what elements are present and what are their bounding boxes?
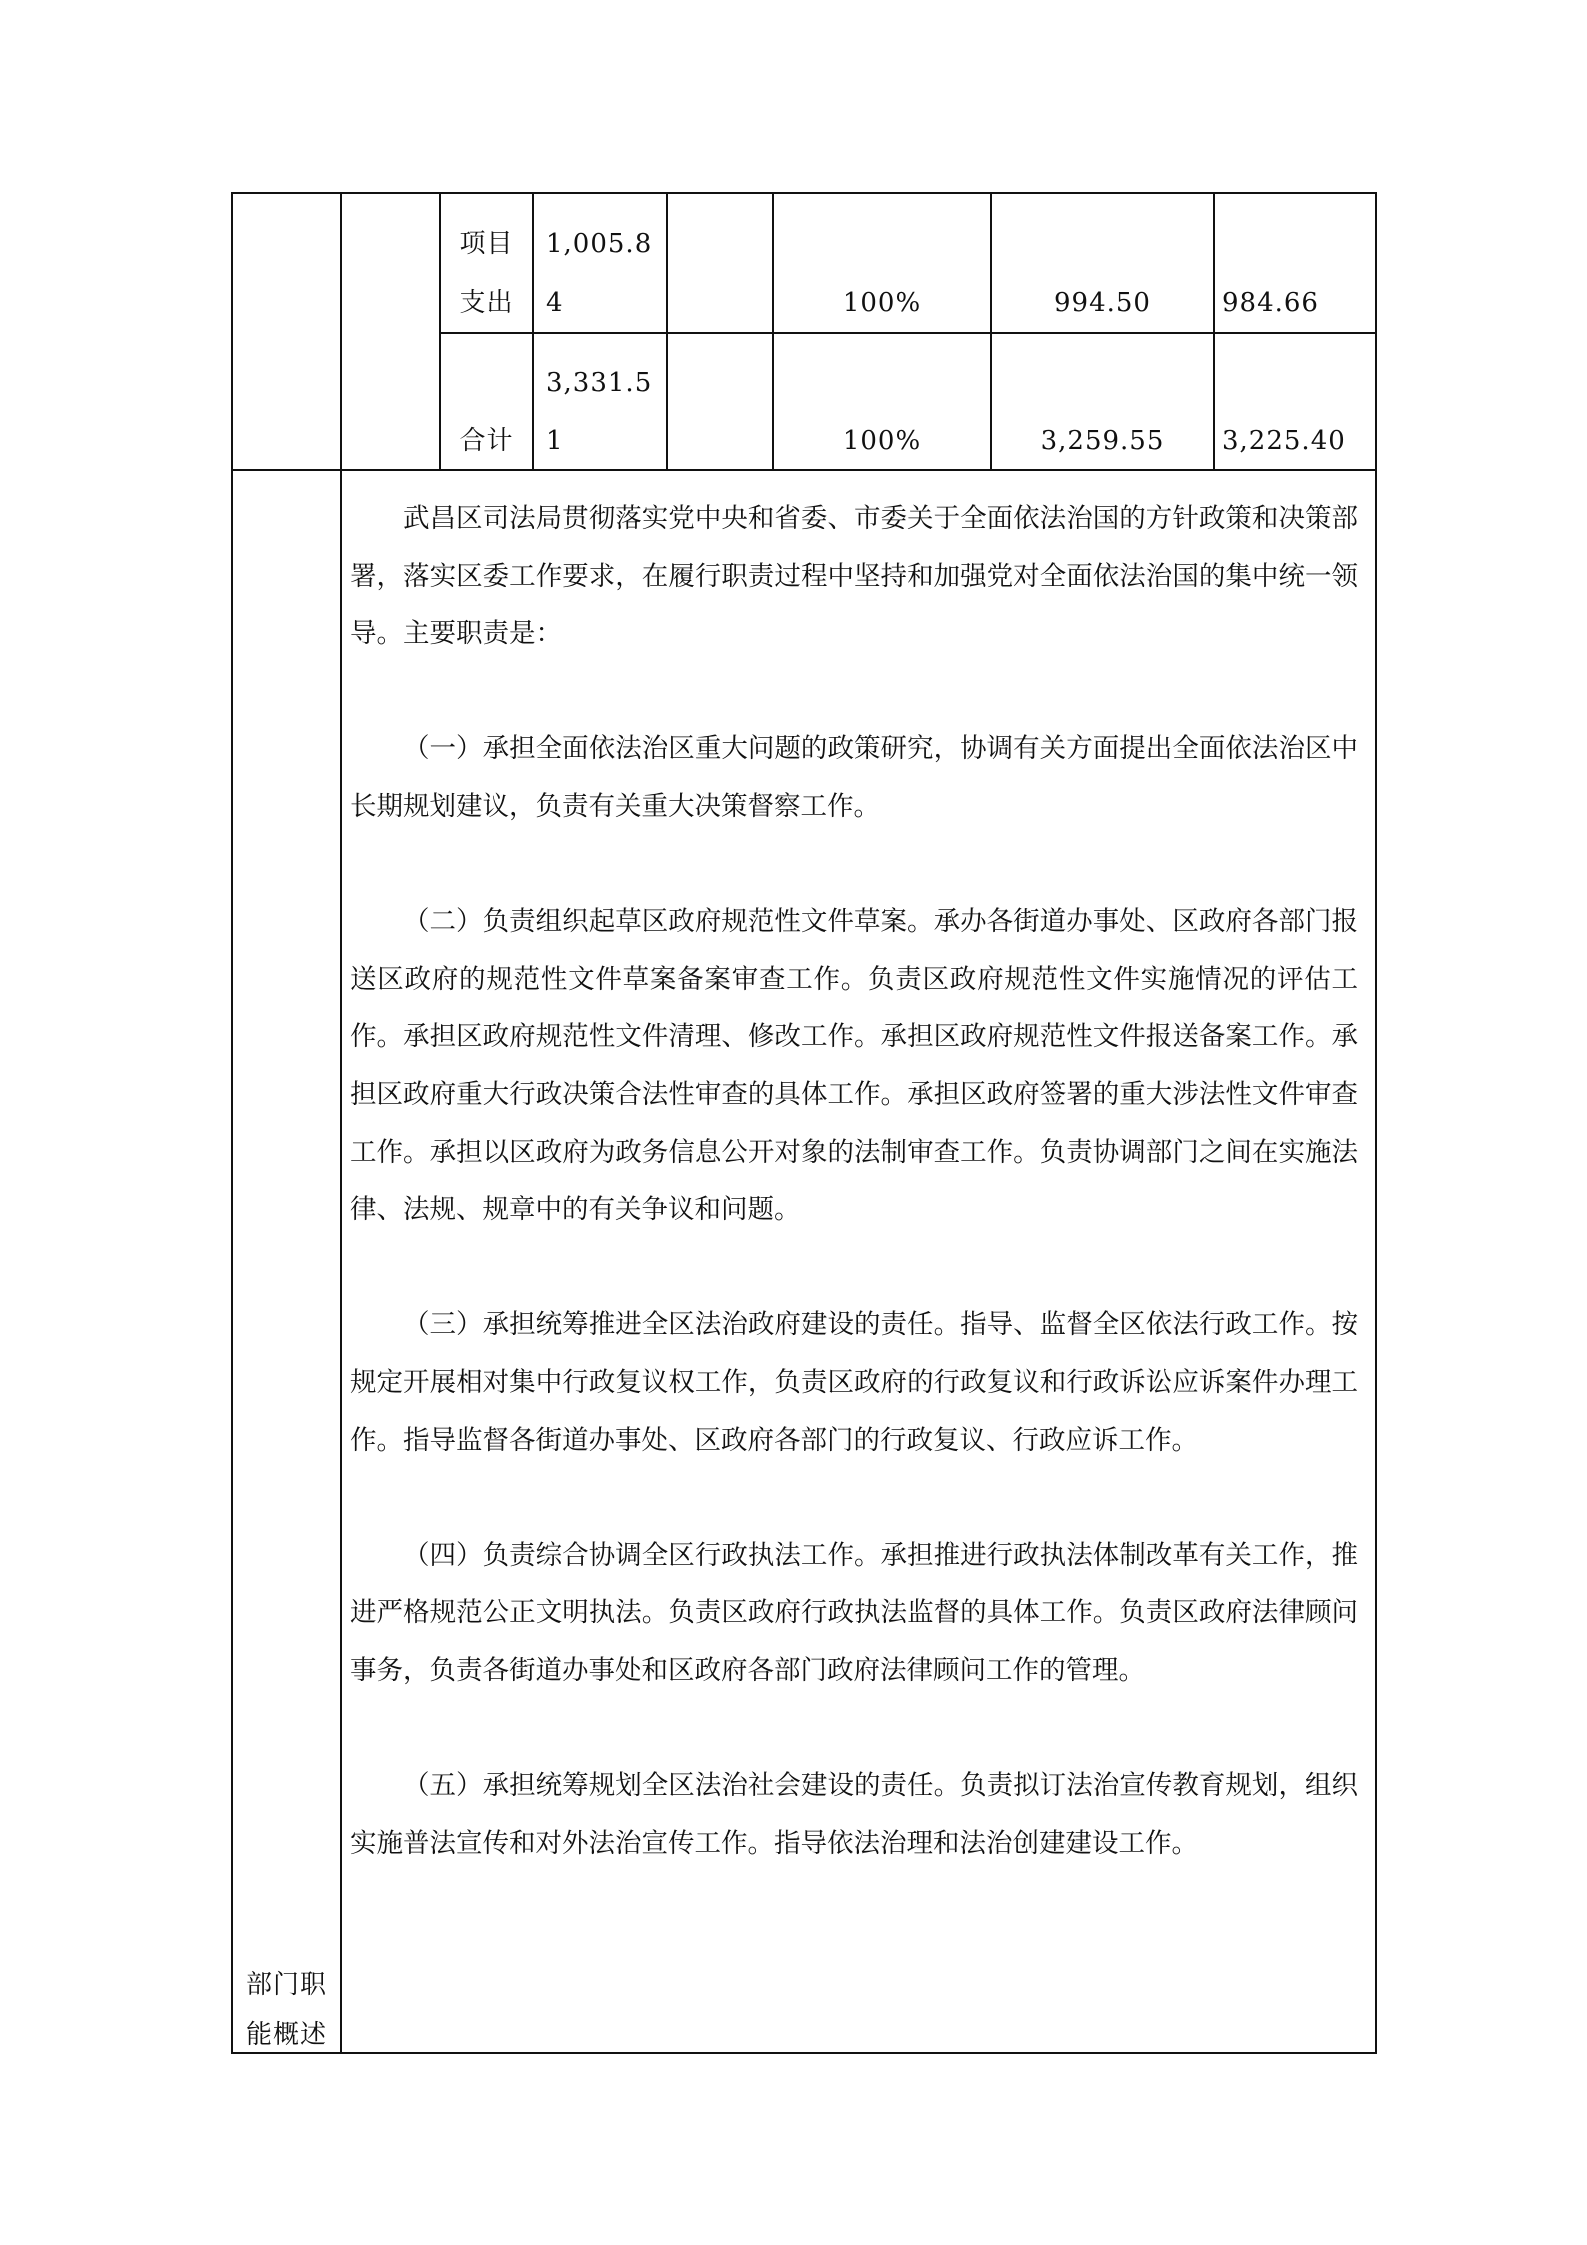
section-title-line1: 部门职 [245, 1970, 327, 2000]
rule-col3 [532, 192, 534, 470]
row-value-line2: 1 [546, 426, 564, 456]
row-value-line1: 3,331.5 [546, 368, 653, 398]
row-percent: 100% [842, 426, 922, 456]
rule-col4 [666, 192, 668, 470]
row-amount-b: 984.66 [1222, 288, 1319, 318]
row-amount-b: 3,225.40 [1222, 426, 1346, 456]
rule-row1-top [231, 192, 1377, 194]
row-label-line1: 项目 [459, 229, 514, 259]
rule-table-bottom [231, 2052, 1377, 2054]
function-description [350, 490, 1358, 1872]
row-value-line1: 1,005.8 [546, 229, 653, 259]
row-label-line2: 支出 [459, 288, 514, 318]
row-amount-a: 3,259.55 [1040, 426, 1165, 456]
paragraph-duty-4: （四）负责综合协调全区行政执法工作。承担推进行政执法体制改革有关工作，推进严格规范公正文明执法。负责区政府行政执法监督的具体工作。负责区政府法律顾问事务，负责各街道办事处和区政府各部门政府法律顾问工作的管理。 [350, 1539, 1358, 1686]
rule-right-border [1375, 192, 1377, 2054]
paragraph-duty-2: （二）负责组织起草区政府规范性文件草案。承办各街道办事处、区政府各部门报送区政府的规范性文件草案备案审查工作。负责区政府规范性文件实施情况的评估工作。承担区政府规范性文件清理、修改工作。承担区政府规范性文件报送备案工作。承担区政府重大行政决策合法性审查的具体工作。承担区政府签署的重大涉法性文件审查工作。承担以区政府为政务信息公开对象的法制审查工作。负责协调部门之间在实施法律、法规、规章中的有关争议和问题。 [350, 906, 1358, 1226]
paragraph-duty-1: （一）承担全面依法治区重大问题的政策研究，协调有关方面提出全面依法治区中长期规划建议，负责有关重大决策督察工作。 [350, 733, 1358, 822]
row-label-line2: 合计 [459, 426, 514, 456]
row-amount-a: 994.50 [1054, 288, 1151, 318]
row-value-line2: 4 [546, 288, 564, 318]
rule-col1 [340, 192, 342, 2054]
paragraph-duty-5: （五）承担统筹规划全区法治社会建设的责任。负责拟订法治宣传教育规划，组织实施普法宣传和对外法治宣传工作。指导依法治理和法治创建建设工作。 [350, 1770, 1358, 1859]
row-percent: 100% [842, 288, 922, 318]
rule-left-border [231, 192, 233, 2054]
paragraph-intro: 武昌区司法局贯彻落实党中央和省委、市委关于全面依法治国的方针政策和决策部署，落实区委工作要求，在履行职责过程中坚持和加强党对全面依法治国的集中统一领导。主要职责是： [350, 503, 1358, 650]
section-title-line2: 能概述 [245, 2020, 327, 2050]
rule-col7 [1213, 192, 1215, 470]
paragraph-duty-3: （三）承担统筹推进全区法治政府建设的责任。指导、监督全区依法行政工作。按规定开展相对集中行政复议权工作，负责区政府的行政复议和行政诉讼应诉案件办理工作。指导监督各街道办事处、区政府各部门的行政复议、行政应诉工作。 [350, 1309, 1358, 1456]
